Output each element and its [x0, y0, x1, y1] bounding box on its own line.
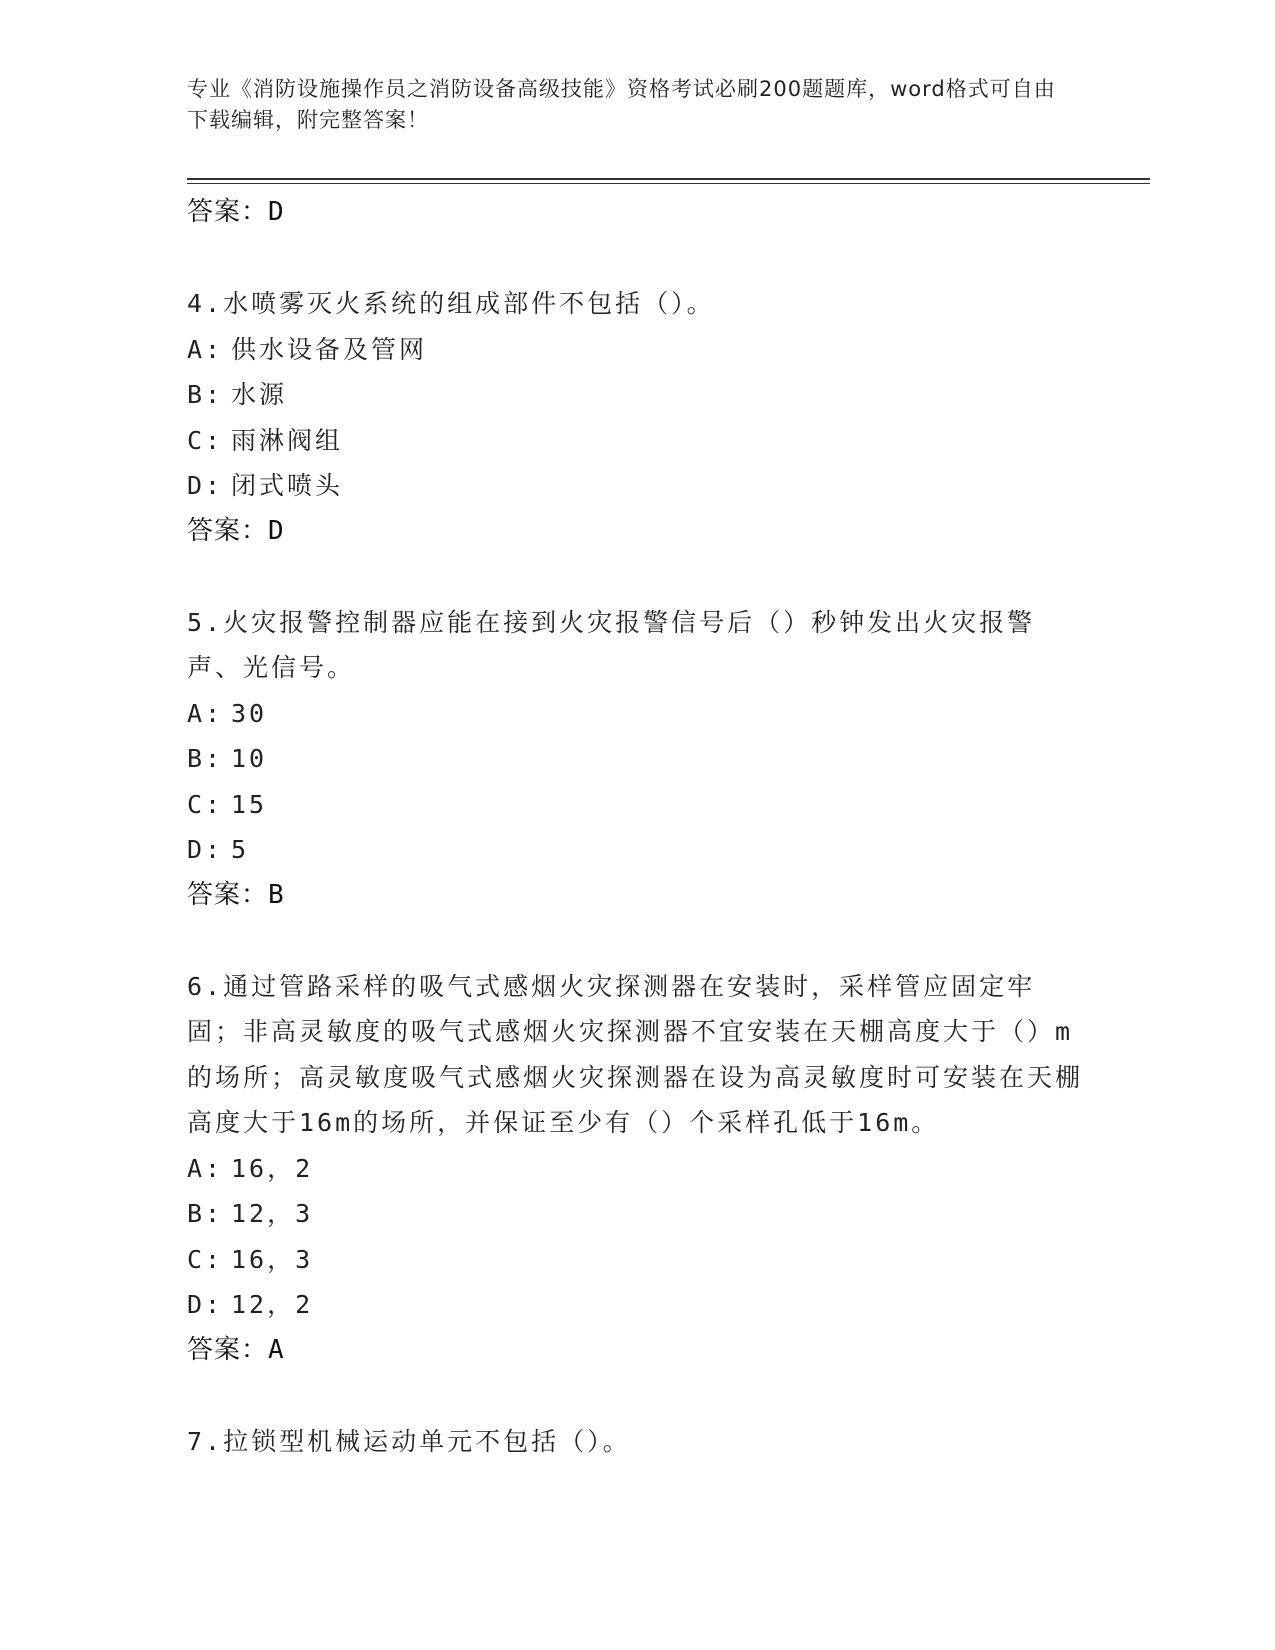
page-header: 专业《消防设施操作员之消防设备高级技能》资格考试必刷200题题库，word格式可自由下载编辑，附完整答案！	[187, 77, 1056, 132]
question-block	[187, 281, 1087, 554]
option-letter: B:	[187, 1199, 224, 1228]
option-text: 15	[231, 789, 268, 819]
spacer	[187, 554, 1087, 600]
option-text: 16，2	[231, 1153, 314, 1183]
answer-line	[187, 873, 1087, 918]
option-d	[187, 1282, 1087, 1328]
header-divider-thick	[187, 178, 1150, 180]
option-text: 雨淋阀组	[231, 425, 344, 455]
option-letter: C:	[187, 1244, 224, 1274]
spacer	[187, 918, 1087, 964]
answer-value: D	[268, 197, 285, 227]
answer-label: 答案：	[187, 1334, 269, 1365]
option-a	[187, 691, 1087, 737]
option-text: 12，2	[231, 1290, 314, 1319]
option-letter: D:	[187, 1290, 224, 1319]
option-text: 水源	[231, 380, 288, 409]
question-content	[187, 190, 1087, 1464]
question-block	[187, 1419, 1087, 1465]
answer-line	[187, 509, 1087, 554]
option-c	[187, 418, 1087, 464]
option-b	[187, 1191, 1087, 1237]
question-text: 4.水喷雾灭火系统的组成部件不包括（）。	[187, 289, 715, 318]
option-text: 5	[231, 835, 250, 864]
question-block	[187, 964, 1087, 1373]
option-b	[187, 736, 1087, 782]
option-a	[187, 1146, 1087, 1192]
question-block	[187, 600, 1087, 918]
question-text: 5.火灾报警控制器应能在接到火灾报警信号后（）秒钟发出火灾报警声、光信号。	[187, 607, 1036, 682]
option-d	[187, 463, 1087, 509]
answer-label: 答案：	[187, 515, 269, 546]
answer-label: 答案：	[187, 879, 269, 910]
option-text: 16，3	[231, 1244, 314, 1274]
option-letter: A:	[187, 698, 224, 728]
option-letter: D:	[187, 835, 224, 864]
option-letter: A:	[187, 1153, 224, 1183]
answer-value: D	[268, 515, 285, 546]
option-d	[187, 827, 1087, 873]
option-a	[187, 327, 1087, 373]
option-letter: C:	[187, 425, 224, 455]
option-b	[187, 372, 1087, 418]
question-text: 6.通过管路采样的吸气式感烟火灾探测器在安装时，采样管应固定牢固；非高灵敏度的吸气式感烟火灾探测器不宜安装在天棚高度大于（）m的场所；高灵敏度吸气式感烟火灾探测器在设为高灵敏度时可安装在天棚高度大于16m的场所，并保证至少有（）个采样孔低于16m。	[187, 971, 1084, 1137]
option-letter: B:	[187, 380, 224, 409]
spacer	[187, 1373, 1087, 1419]
option-text: 10	[231, 744, 268, 773]
answer-line	[187, 190, 1087, 235]
header-divider-thin	[187, 183, 1150, 184]
answer-label: 答案：	[187, 197, 269, 227]
option-letter: C:	[187, 789, 224, 819]
option-text: 闭式喷头	[231, 471, 344, 500]
question-text: 7.拉锁型机械运动单元不包括（）。	[187, 1426, 631, 1456]
option-text: 12，3	[231, 1199, 314, 1228]
option-text: 供水设备及管网	[231, 334, 428, 364]
option-text: 30	[231, 698, 268, 728]
answer-value: B	[268, 879, 285, 910]
option-c	[187, 1237, 1087, 1283]
spacer	[187, 235, 1087, 281]
option-letter: D:	[187, 471, 224, 500]
option-letter: A:	[187, 334, 224, 364]
answer-line	[187, 1328, 1087, 1373]
option-c	[187, 782, 1087, 828]
answer-value: A	[268, 1334, 285, 1365]
option-letter: B:	[187, 744, 224, 773]
